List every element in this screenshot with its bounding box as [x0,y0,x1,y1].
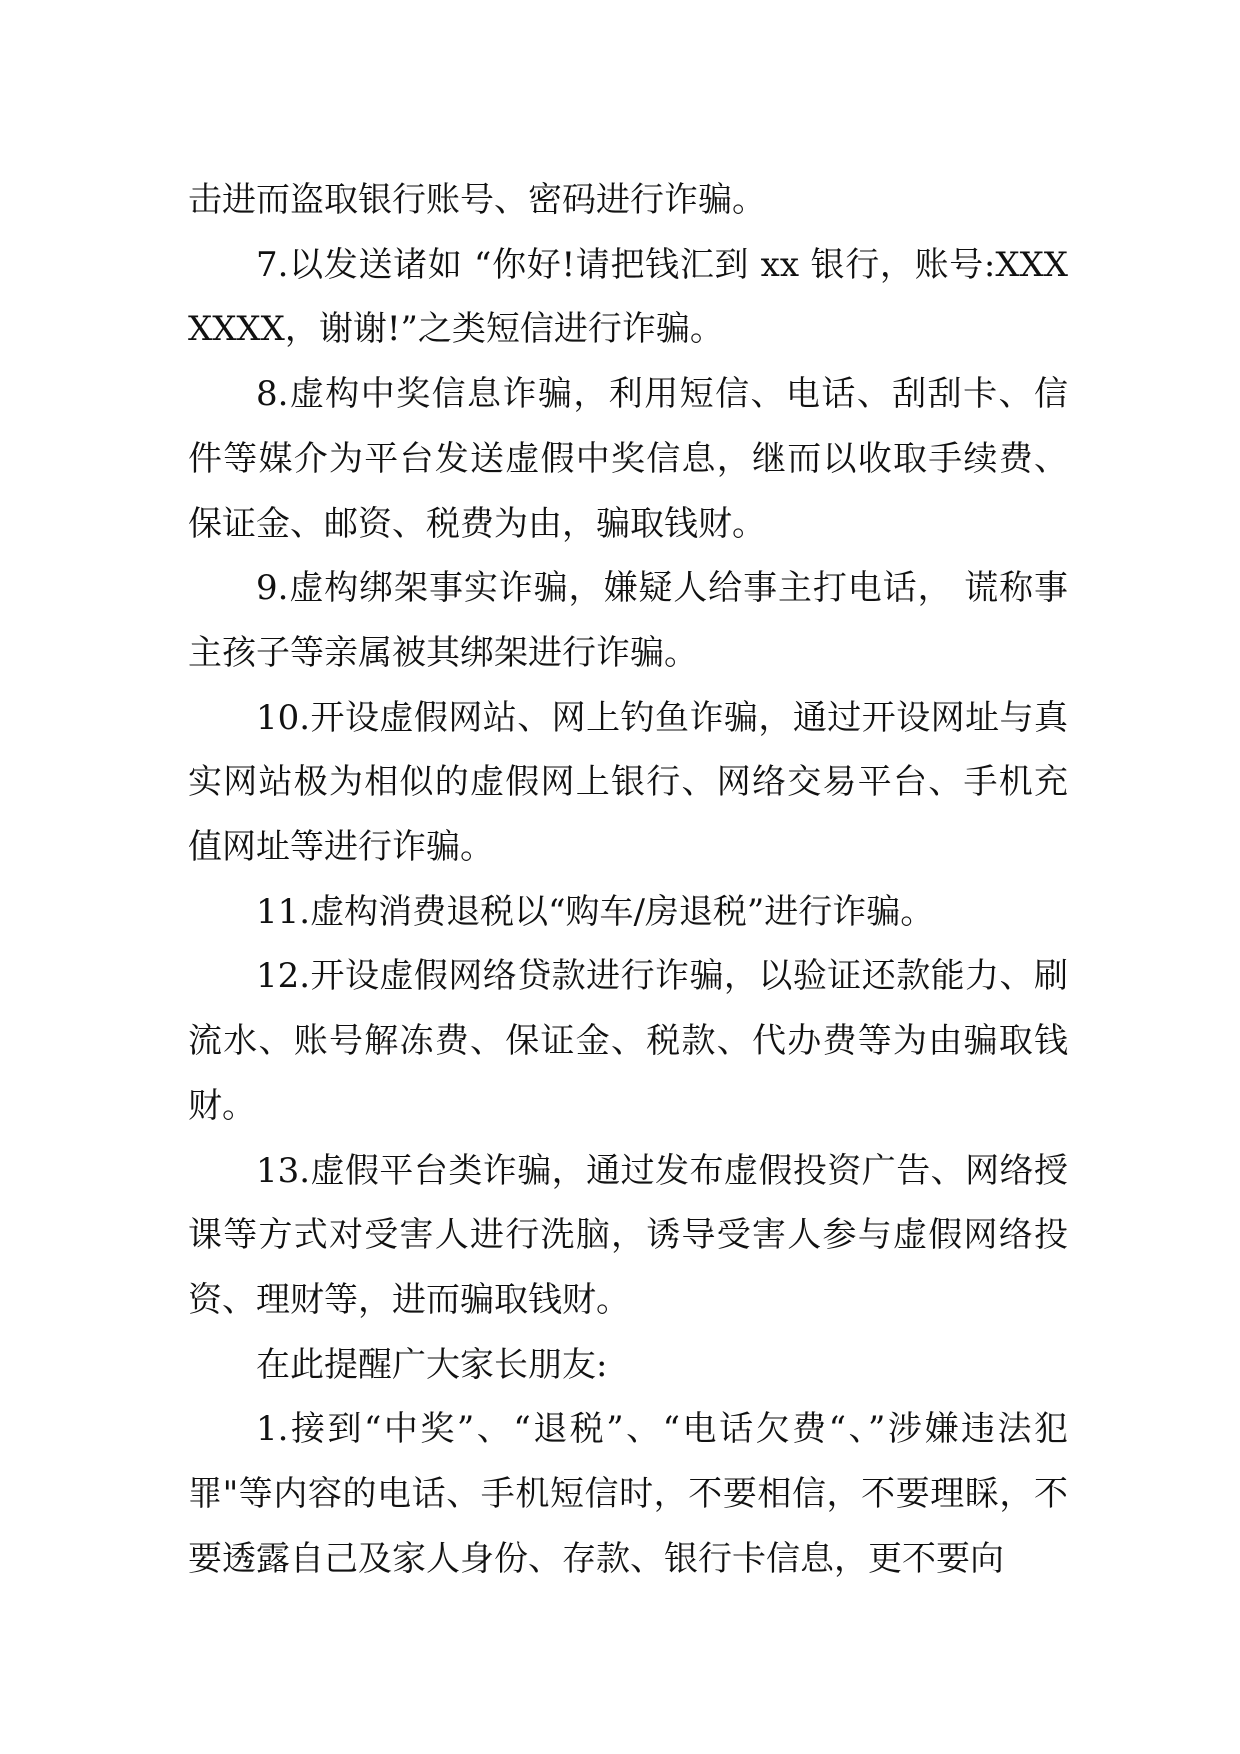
paragraph-continuation: 击进而盗取银行账号、密码进行诈骗。 [188,180,766,220]
document-body [188,168,1068,1591]
paragraph-item-8: 8.虚构中奖信息诈骗，利用短信、电话、刮刮卡、信件等媒介为平台发送虚假中奖信息，继而以收取手续费、保证金、邮资、税费为由，骗取钱财。 [188,374,1068,544]
paragraph-item-9: 9.虚构绑架事实诈骗，嫌疑人给事主打电话， 谎称事主孩子等亲属被其绑架进行诈骗。 [188,568,1068,673]
paragraph-item-10: 10.开设虚假网站、网上钓鱼诈骗，通过开设网址与真实网站极为相似的虚假网上银行、网络交易平台、手机充值网址等进行诈骗。 [188,697,1068,868]
paragraph-item-12: 12.开设虚假网络贷款进行诈骗，以验证还款能力、刷流水、账号解冻费、保证金、税款、代办费等为由骗取钱财。 [188,956,1068,1126]
paragraph-item-7: 7.以发送诸如 “你好!请把钱汇到 xx 银行，账号:XXXXXXX，谢谢!”之类短信进行诈骗。 [188,244,1068,350]
reminder-heading: 在此提醒广大家长朋友: [256,1344,608,1385]
paragraph-item-13: 13.虚假平台类诈骗，通过发布虚假投资广告、网络授课等方式对受害人进行洗脑，诱导受害人参与虚假网络投资、理财等，进而骗取钱财。 [188,1150,1068,1320]
reminder-item-1: 1.接到“中奖”、“退税”、“电话欠费“、”涉嫌违法犯罪"等内容的电话、手机短信时，不要相信，不要理睬，不要透露自己及家人身份、存款、银行卡信息，更不要向 [188,1409,1068,1579]
paragraph-item-11: 11.虚构消费退税以“购车/房退税”进行诈骗。 [256,891,935,932]
